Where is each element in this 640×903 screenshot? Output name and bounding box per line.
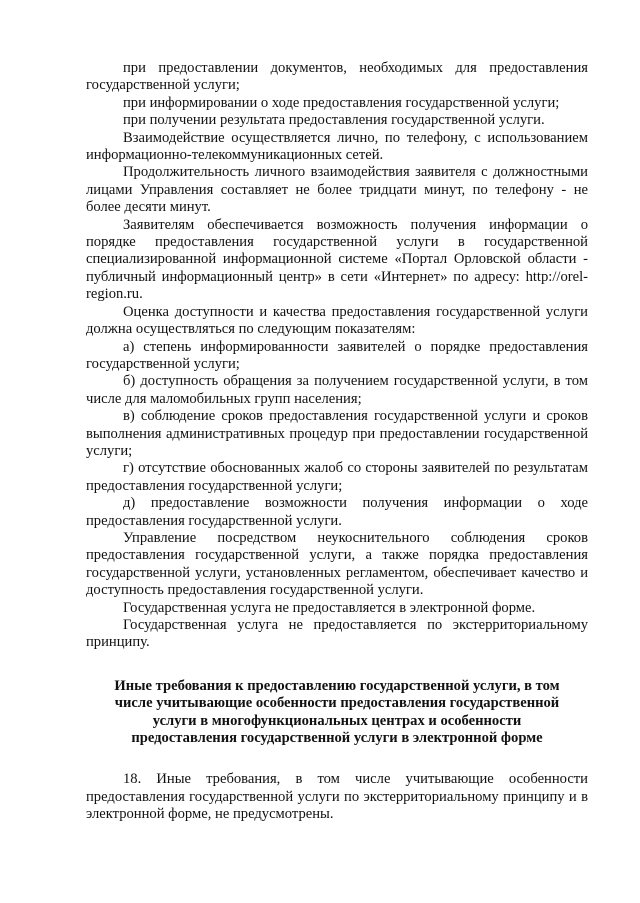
- indicator-g: г) отсутствие обоснованных жалоб со стороны заявителей по результатам предоставления государственной услуги;: [86, 460, 588, 494]
- paragraph-not-electronic: Государственная услуга не предоставляется в электронной форме.: [123, 599, 536, 616]
- indicator-a: а) степень информированности заявителей о порядке предоставления государственной услуги;: [86, 338, 588, 372]
- paragraph-informing: при информировании о ходе предоставления государственной услуги;: [123, 94, 560, 111]
- paragraph-result: при получении результата предоставления государственной услуги.: [123, 112, 545, 129]
- paragraph-assessment: Оценка доступности и качества предоставления государственной услуги должна осуществляться по следующим показателям:: [86, 303, 588, 338]
- indicator-b: б) доступность обращения за получением государственной услуги, в том числе для маломобильных групп населения;: [86, 373, 588, 407]
- paragraph-documents: при предоставлении документов, необходимых для предоставления государственной услуги;: [86, 60, 588, 94]
- indicator-v: в) соблюдение сроков предоставления государственной услуги и сроков выполнения административных процедур при предоставлении государственной услуги;: [86, 408, 588, 459]
- paragraph-interaction: Взаимодействие осуществляется лично, по телефону, с использованием информационно-телекоммуникационных сетей.: [86, 129, 588, 164]
- paragraph-18: 18. Иные требования, в том числе учитывающие особенности предоставления государственной услуги по экстерриториальному принципу и в электронной форме, не предусмотрены.: [86, 771, 588, 823]
- paragraph-duration: Продолжительность личного взаимодействия заявителя с должностными лицами Управления составляет не более тридцати минут, по телефону - не более десяти минут.: [86, 164, 588, 216]
- paragraph-portal: Заявителям обеспечивается возможность получения информации о порядке предоставления государственной услуги в государственной специализированной информационной системе «Портал Орловской области - публичный информационный центр» в сети «Интернет» по адресу: http://orel-region.ru.: [86, 216, 588, 303]
- section-heading: Иные требования к предоставлению государственной услуги, в том числе учитывающие особенности предоставления государственной услуги в многофункциональных центрах и особенности предоставления государственной услуги в электронной форме: [114, 677, 560, 747]
- paragraph-not-extraterritorial: Государственная услуга не предоставляется по экстерриториальному принципу.: [86, 617, 588, 651]
- indicator-d: д) предоставление возможности получения информации о ходе предоставления государственной услуги.: [86, 495, 588, 529]
- document-page: [86, 60, 588, 824]
- paragraph-management: Управление посредством неукоснительного соблюдения сроков предоставления государственной услуги, а также порядка предоставления государственной услуги, установленных регламентом, обеспечивает качество и доступность предоставления государственной услуги.: [86, 529, 588, 599]
